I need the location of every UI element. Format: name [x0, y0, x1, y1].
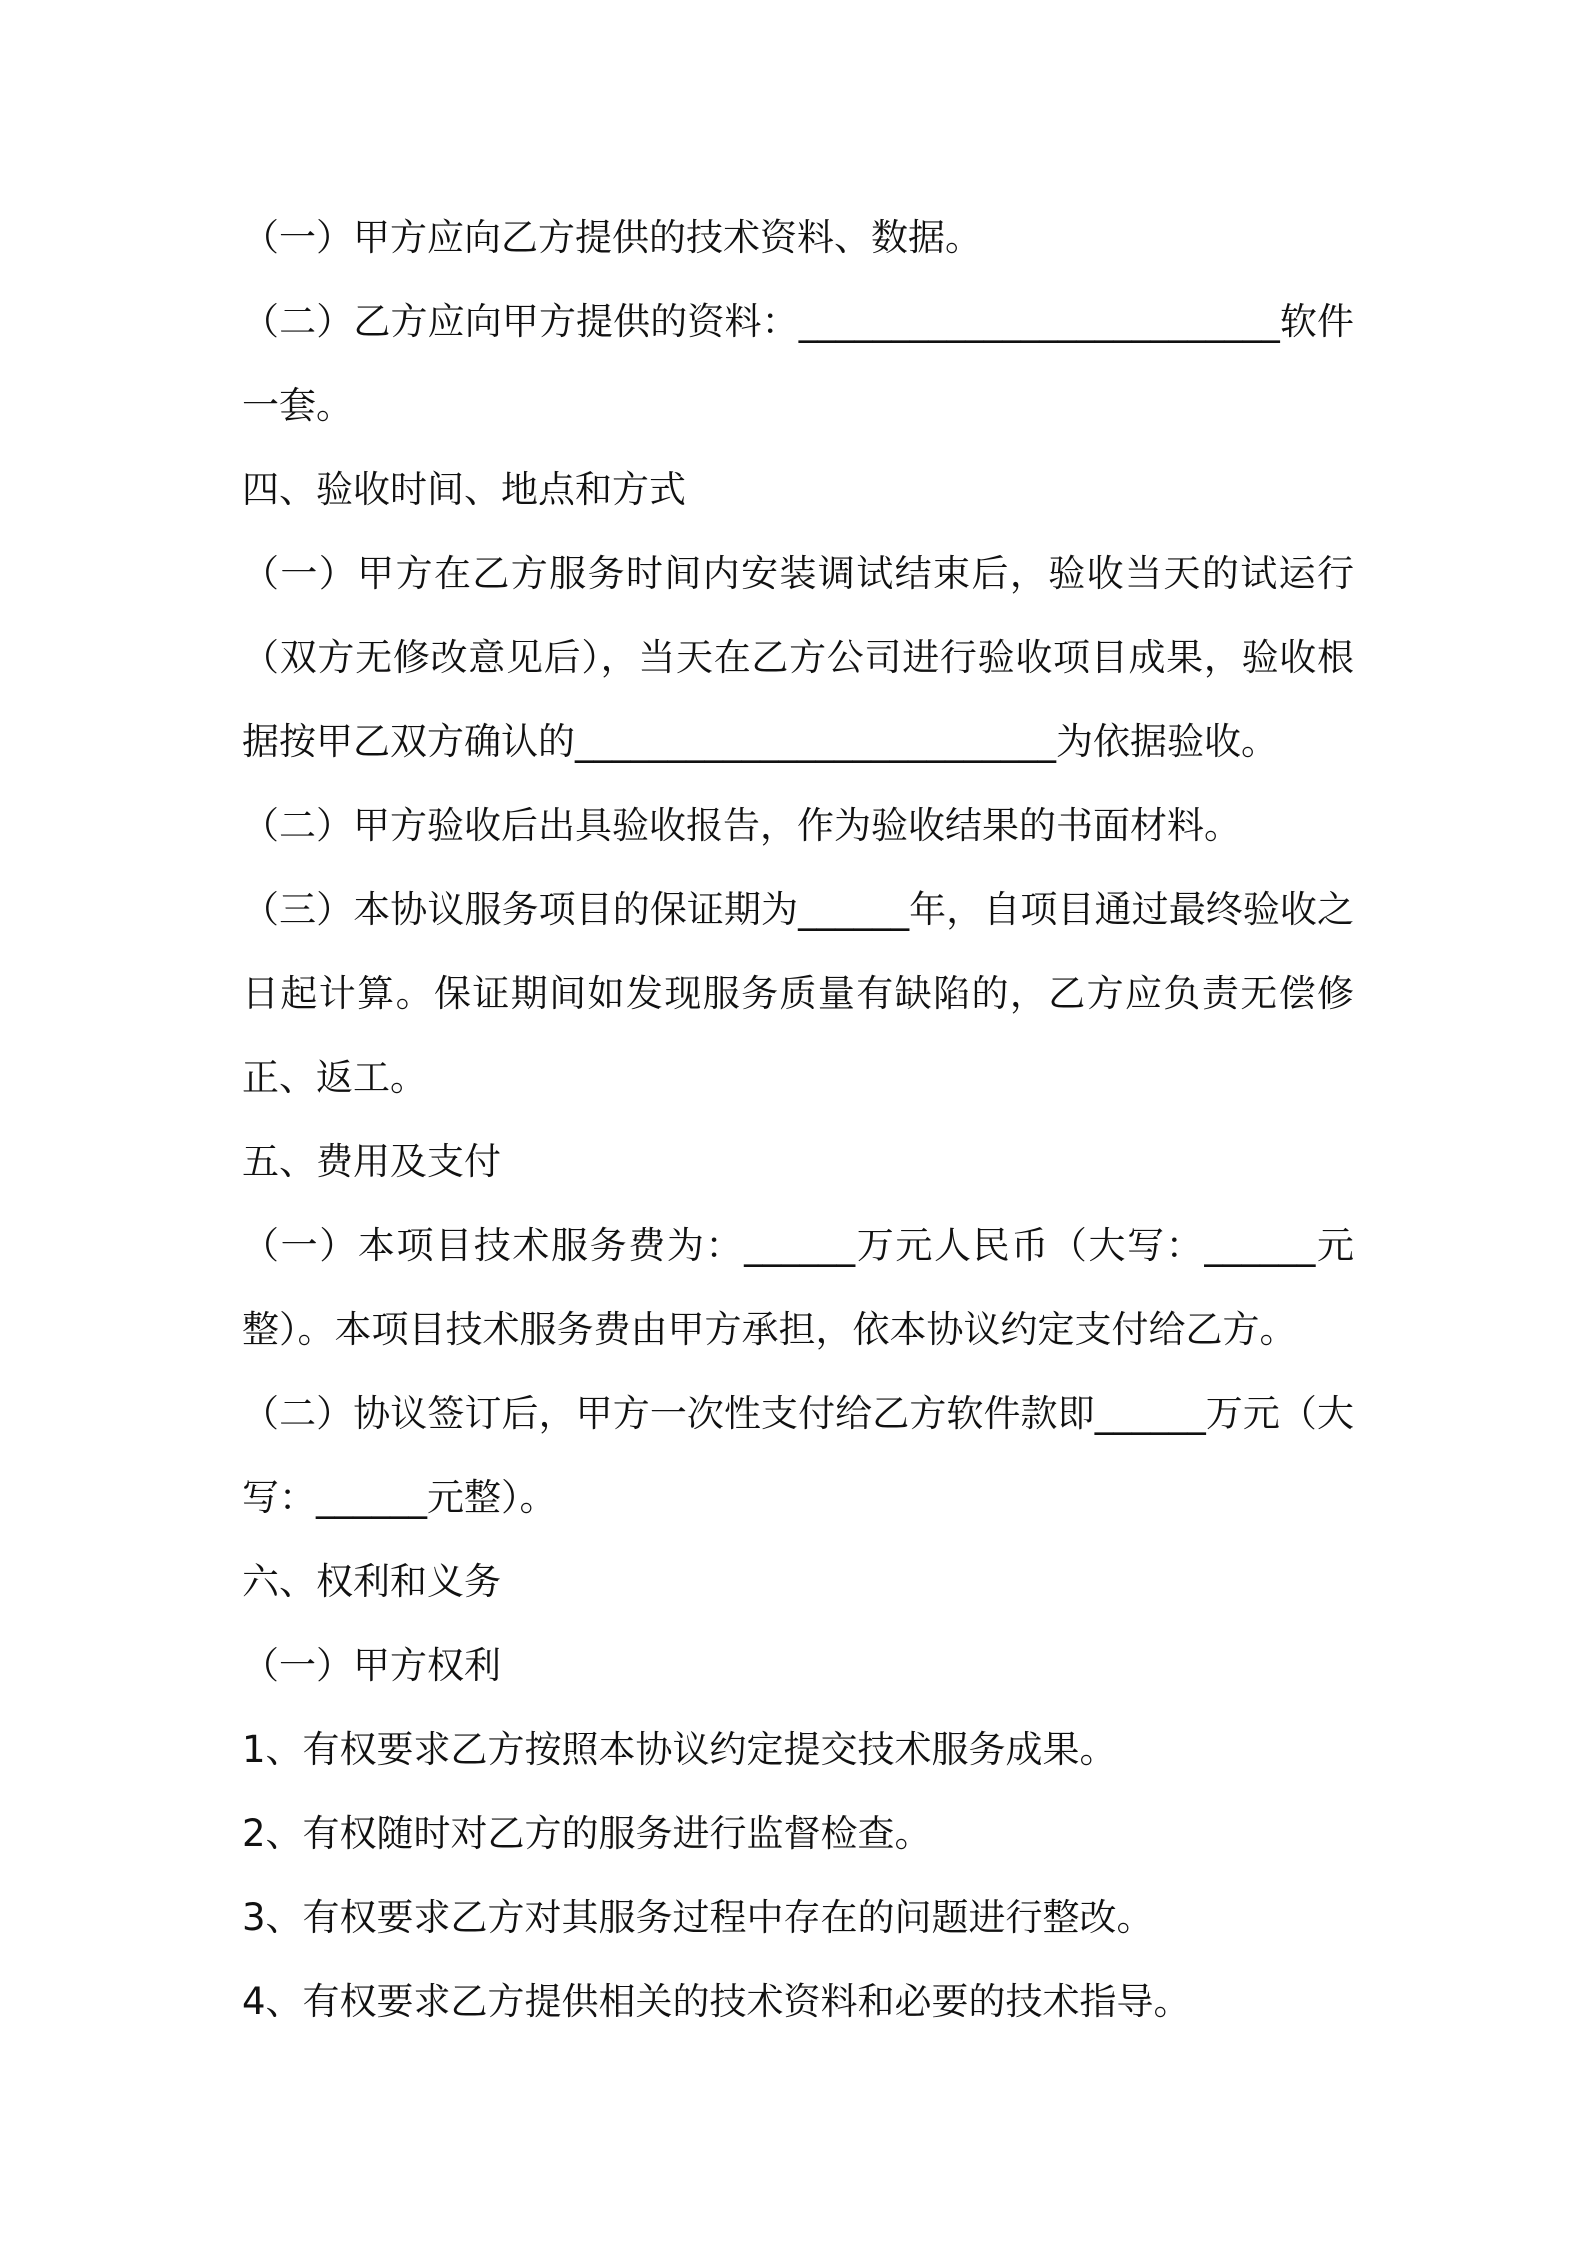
paragraph-warranty-period: （三）本协议服务项目的保证期为______年，自项目通过最终验收之日起计算。保证期间如发现服务质量有缺陷的，乙方应负责无偿修正、返工。: [242, 888, 1354, 1099]
list-item-right-2: 2、有权随时对乙方的服务进行监督检查。: [242, 1812, 932, 1855]
document-body: [242, 196, 1354, 2044]
subheading-party-a-rights: （一）甲方权利: [242, 1644, 501, 1687]
section-heading-acceptance: 四、验收时间、地点和方式: [242, 468, 686, 511]
section-heading-rights-obligations: 六、权利和义务: [242, 1560, 501, 1603]
paragraph-party-b-provide-materials: （二）乙方应向甲方提供的资料：__________________________软件一套。: [242, 300, 1354, 427]
section-heading-fees: 五、费用及支付: [242, 1140, 501, 1183]
paragraph-service-fee: （一）本项目技术服务费为：______万元人民币（大写：______元整）。本项目技术服务费由甲方承担，依本协议约定支付给乙方。: [242, 1224, 1354, 1351]
list-item-right-4: 4、有权要求乙方提供相关的技术资料和必要的技术指导。: [242, 1980, 1191, 2023]
list-item-right-1: 1、有权要求乙方按照本协议约定提交技术服务成果。: [242, 1728, 1117, 1771]
paragraph-party-a-provide-data: （一）甲方应向乙方提供的技术资料、数据。: [242, 216, 982, 259]
paragraph-payment: （二）协议签订后，甲方一次性支付给乙方软件款即______万元（大写：______元整）。: [242, 1392, 1354, 1519]
list-item-right-3: 3、有权要求乙方对其服务过程中存在的问题进行整改。: [242, 1896, 1154, 1939]
paragraph-acceptance-procedure: （一）甲方在乙方服务时间内安装调试结束后，验收当天的试运行（双方无修改意见后），当天在乙方公司进行验收项目成果，验收根据按甲乙双方确认的__________________________为依据验收。: [242, 552, 1354, 763]
paragraph-acceptance-report: （二）甲方验收后出具验收报告，作为验收结果的书面材料。: [242, 804, 1241, 847]
